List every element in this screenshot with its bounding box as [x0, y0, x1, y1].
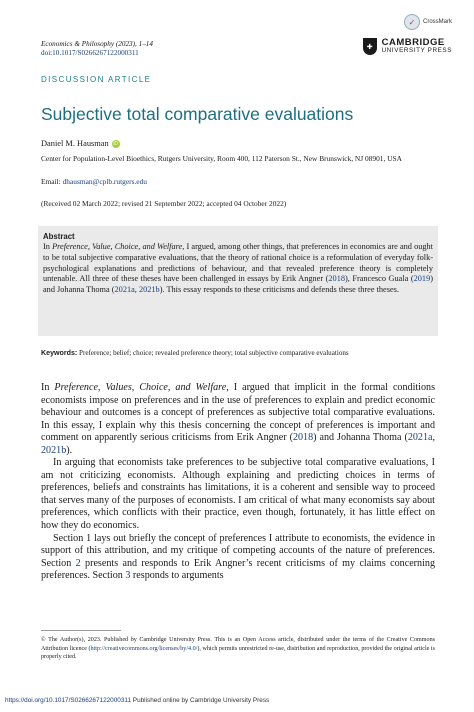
- article-body: [41, 382, 435, 583]
- citation-link[interactable]: 2021b: [41, 444, 67, 456]
- keywords-text: Preference; belief; choice; revealed preference theory; total subjective comparative evaluations: [79, 349, 349, 357]
- abstract-box: [38, 226, 438, 336]
- citation-link[interactable]: 2021a: [114, 285, 135, 295]
- abstract-text: In Preference, Value, Choice, and Welfare, I argued, among other things, that preferences in economics are and ought to be total subjective comparative evaluations, that the theory of rational choice is a reformulation of everyday folk-psychological explanations and predictions of behaviour, and that revealed preference theory is completely untenable. All three of these theses have been challenged in essays by Erik Angner (2018), Francesco Guala (2019) and Johanna Thoma (2021a, 2021b). This essay responds to these criticisms and defends these three theses.: [43, 242, 433, 295]
- doi-url-link[interactable]: https://doi.org/10.1017/S0266267122000311: [5, 697, 132, 704]
- abstract-heading: Abstract: [43, 232, 75, 241]
- citation-link[interactable]: 2019: [413, 274, 431, 284]
- paragraph: In arguing that economists take preferences to be subjective total comparative evaluations, I am not criticizing economists. Although explaining and predicting choices in terms of preferences, beliefs and constraints has limitations, it is a coherent and sensible way to proceed that serves many of the purposes of economists. I am critical of what many economists say about preferences, which conflicts with their practice, even though, fortunately, it has little effect on how they do economics.: [41, 457, 435, 532]
- affiliation: Center for Population-Level Bioethics, Rutgers University, Room 400, 112 Paterson St., New Brunswick, NJ 08901, USA: [41, 154, 402, 163]
- section-link[interactable]: 2: [75, 557, 81, 569]
- author-name: Daniel M. Hausman: [41, 139, 109, 148]
- keywords-label: Keywords:: [41, 349, 78, 357]
- page-bottom-bar: [5, 697, 269, 704]
- publisher-logo: [363, 38, 452, 55]
- email-label: Email:: [41, 177, 61, 186]
- crossmark-icon: ✓: [404, 14, 420, 30]
- received-dates: (Received 02 March 2022; revised 21 September 2022; accepted 04 October 2022): [41, 199, 287, 208]
- keywords: [41, 349, 441, 357]
- citation-link[interactable]: 2021b: [138, 285, 160, 295]
- book-title: Preference, Value, Choice, and Welfare: [52, 242, 183, 251]
- published-online-text: Published online by Cambridge University Press: [131, 697, 270, 704]
- email-line: [41, 177, 147, 188]
- paragraph: In Preference, Values, Choice, and Welfare, I argued that implicit in the formal conditions economists impose on preferences and in the use of preferences to explain and predict economic behaviour and outcomes is a concept of preferences as subjective total comparative evaluations. In this essay, I explain why this thesis concerning the concept of preferences is important and comment on apparently serious criticisms from Erik Angner (2018) and Johanna Thoma (2021a, 2021b).: [41, 382, 436, 456]
- orcid-icon[interactable]: iD: [113, 140, 119, 147]
- crossmark-label: CrossMark: [422, 19, 452, 25]
- copyright-footer: © The Author(s), 2023. Published by Cambridge University Press. This is an Open Access article, distributed under the terms of the Creative Commons Attribution licence (http://creativecommons.org/licenses/by/4.0/), which permits unrestricted re-use, distribution and reproduction, provided the original article is properly cited.: [41, 637, 435, 661]
- journal-citation: Economics & Philosophy (2023), 1–14: [41, 40, 153, 48]
- license-link[interactable]: http://creativecommons.org/licenses/by/4.0/: [90, 645, 198, 652]
- citation-link[interactable]: 2018: [292, 432, 314, 444]
- footnote-divider: [41, 630, 121, 631]
- publisher-name-line1: CAMBRIDGE: [381, 36, 445, 48]
- author-line: [41, 139, 120, 148]
- paragraph: Section 1 lays out briefly the concept of preferences I attribute to economists, the evidence in support of this attribution, and my critique of competing accounts of the nature of preferences. Section 2 presents and responds to Erik Angner’s recent criticisms of my claims concerning preferences. Section 3 responds to arguments: [41, 532, 435, 582]
- article-title: Subjective total comparative evaluations: [41, 104, 354, 124]
- crossmark-badge[interactable]: [404, 14, 452, 30]
- citation-link[interactable]: 2018: [328, 274, 345, 284]
- book-title: Preference, Values, Choice, and Welfare: [54, 382, 227, 393]
- citation-link[interactable]: 2021a: [407, 432, 433, 444]
- doi-link[interactable]: doi:10.1017/S0266267122000311: [41, 49, 139, 57]
- section-link[interactable]: 3: [125, 570, 131, 582]
- section-label: DISCUSSION ARTICLE: [41, 75, 152, 84]
- publisher-name-line2: UNIVERSITY PRESS: [381, 46, 452, 54]
- email-link[interactable]: dhausman@cplb.rutgers.edu: [62, 177, 147, 186]
- cambridge-shield-icon: ✚: [363, 38, 377, 55]
